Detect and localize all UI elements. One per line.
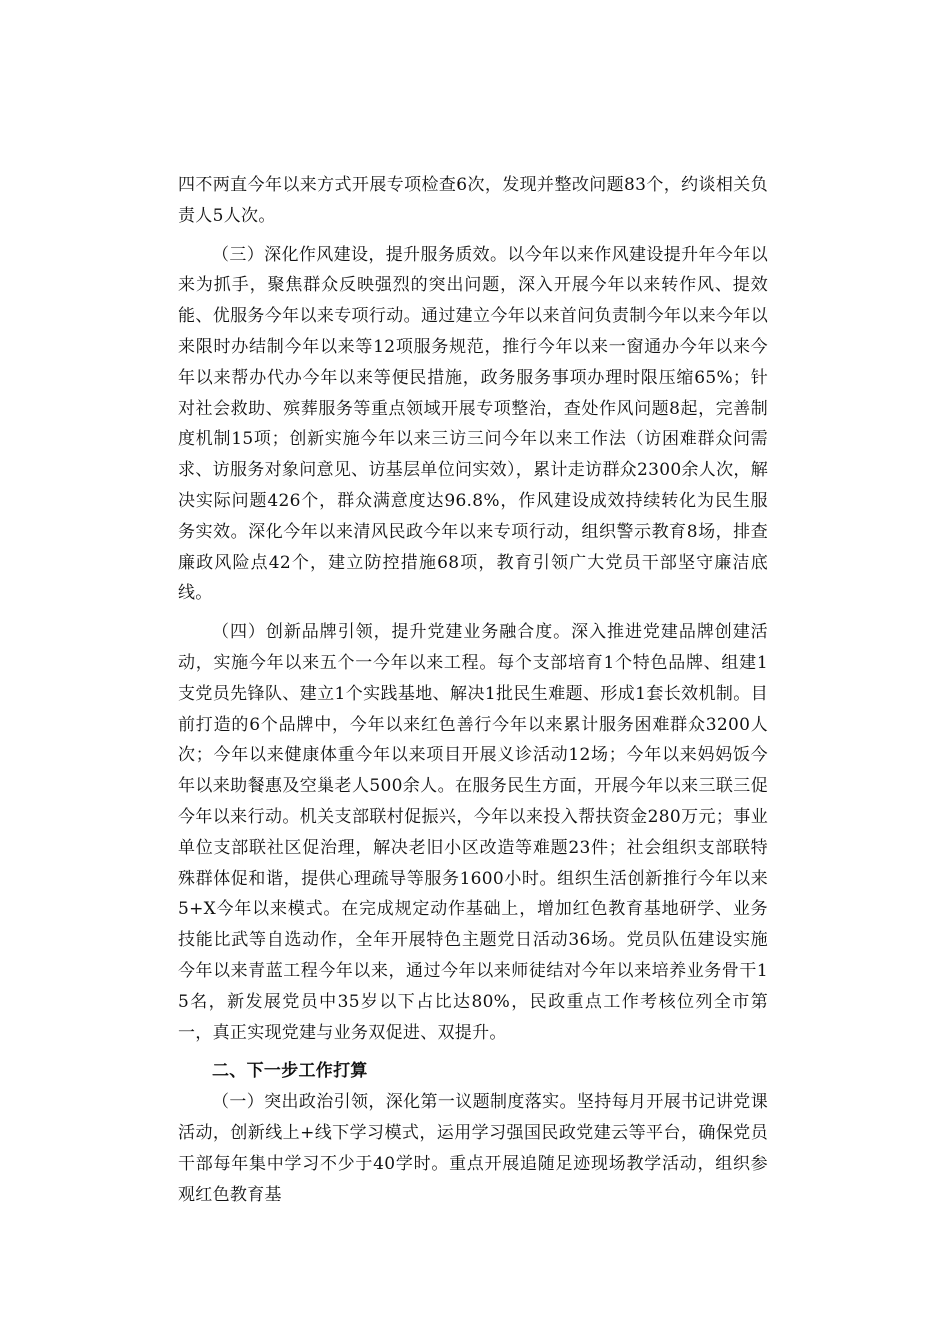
paragraph-section-3: （三）深化作风建设，提升服务质效。以今年以来作风建设提升年今年以来为抓手，聚焦群众反映强烈的突出问题，深入开展今年以来转作风、提效能、优服务今年以来专项行动。通过建立今年以来首问负责制今年以来今年以来限时办结制今年以来等12项服务规范，推行今年以来一窗通办今年以来今年以来帮办代办今年以来等便民措施，政务服务事项办理时限压缩65%；针对社会救助、殡葬服务等重点领域开展专项整治，查处作风问题8起，完善制度机制15项；创新实施今年以来三访三问今年以来工作法（访困难群众问需求、访服务对象问意见、访基层单位问实效），累计走访群众2300余人次，解决实际问题426个，群众满意度达96.8%，作风建设成效持续转化为民生服务实效。深化今年以来清风民政今年以来专项行动，组织警示教育8场，排查廉政风险点42个，建立防控措施68项，教育引领广大党员干部坚守廉洁底线。 — [178, 244, 768, 604]
paragraph-continuation: 四不两直今年以来方式开展专项检查6次，发现并整改问题83个，约谈相关负责人5人次。 — [178, 175, 768, 226]
section-heading-next-steps: 二、下一步工作打算 — [212, 1061, 368, 1082]
paragraph-next-steps-1: （一）突出政治引领，深化第一议题制度落实。坚持每月开展书记讲党课活动，创新线上+线下学习模式，运用学习强国民政党建云等平台，确保党员干部每年集中学习不少于40学时。重点开展追随足迹现场教学活动，组织参观红色教育基 — [178, 1092, 768, 1205]
paragraph-section-4: （四）创新品牌引领，提升党建业务融合度。深入推进党建品牌创建活动，实施今年以来五个一今年以来工程。每个支部培育1个特色品牌、组建1支党员先锋队、建立1个实践基地、解决1批民生难题、形成1套长效机制。目前打造的6个品牌中，今年以来红色善行今年以来累计服务困难群众3200人次；今年以来健康体重今年以来项目开展义诊活动12场；今年以来妈妈饭今年以来助餐惠及空巢老人500余人。在服务民生方面，开展今年以来三联三促今年以来行动。机关支部联村促振兴，今年以来投入帮扶资金280万元；事业单位支部联社区促治理，解决老旧小区改造等难题23件；社会组织支部联特殊群体促和谐，提供心理疏导等服务1600小时。组织生活创新推行今年以来5+X今年以来模式。在完成规定动作基础上，增加红色教育基地研学、业务技能比武等自选动作，全年开展特色主题党日活动36场。党员队伍建设实施今年以来青蓝工程今年以来，通过今年以来师徒结对今年以来培养业务骨干15名，新发展党员中35岁以下占比达80%，民政重点工作考核位列全市第一，真正实现党建与业务双促进、双提升。 — [178, 622, 768, 1043]
document-body — [178, 170, 768, 1211]
